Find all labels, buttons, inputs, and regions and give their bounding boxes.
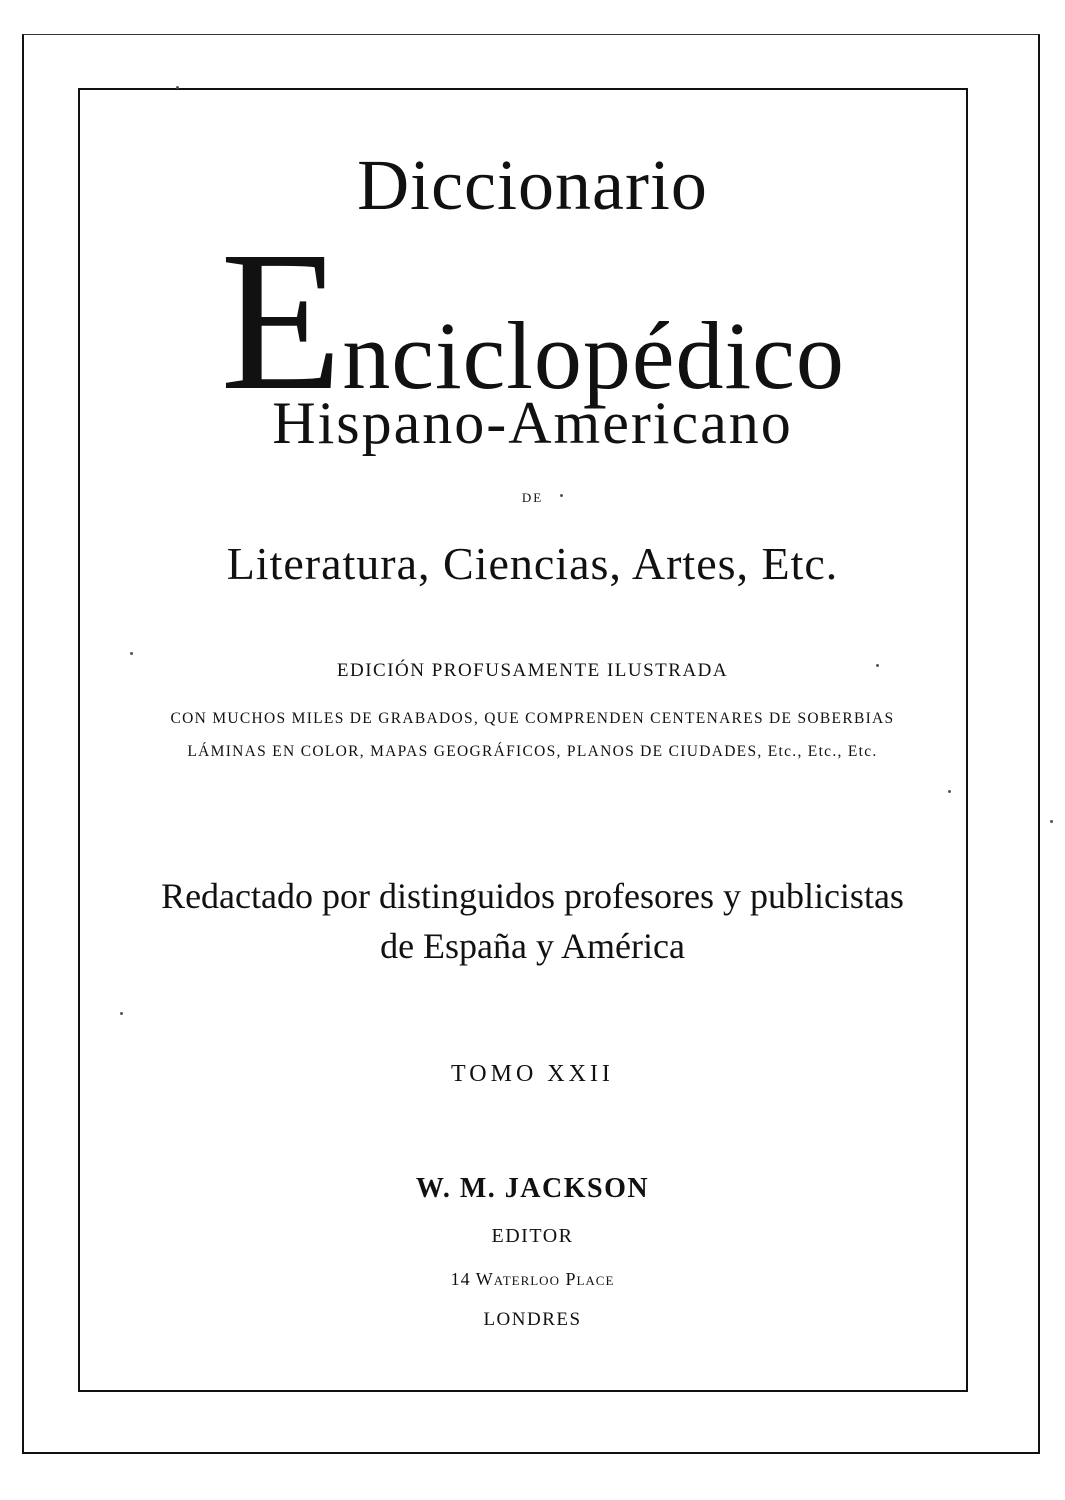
scan-speck	[176, 86, 179, 89]
redaction-line-2: de España y América	[380, 926, 685, 966]
scan-speck	[120, 1012, 123, 1015]
scan-speck	[948, 790, 951, 793]
subjects-line: Literatura, Ciencias, Artes, Etc.	[226, 538, 839, 589]
connector-de: DE	[521, 490, 544, 505]
volume-number: TOMO XXII	[451, 1061, 614, 1087]
title-rest-letters: nciclopédico	[342, 302, 845, 409]
publisher-city: LONDRES	[483, 1309, 582, 1330]
edition-line: EDICIÓN PROFUSAMENTE ILUSTRADA	[336, 660, 729, 681]
title-initial-letter: E	[220, 211, 343, 432]
publisher-address: 14 Waterloo Place	[450, 1269, 615, 1289]
redaction-line-1: Redactado por distinguidos profesores y publicistas	[161, 876, 904, 916]
scan-speck	[876, 664, 879, 667]
title-line-diccionario: Diccionario	[357, 145, 708, 225]
scan-speck	[130, 652, 133, 655]
publisher-role: EDITOR	[491, 1225, 574, 1247]
scan-speck	[560, 494, 563, 497]
publisher-name: W. M. JACKSON	[415, 1173, 650, 1204]
title-line-hispano-americano: Hispano-Americano	[272, 390, 793, 456]
description-line-2: LÁMINAS EN COLOR, MAPAS GEOGRÁFICOS, PLANOS DE CIUDADES, Etc., Etc., Etc.	[187, 743, 878, 760]
scan-speck	[1050, 820, 1053, 823]
description-line-1: CON MUCHOS MILES DE GRABADOS, QUE COMPRENDEN CENTENARES DE SOBERBIAS	[170, 710, 895, 727]
